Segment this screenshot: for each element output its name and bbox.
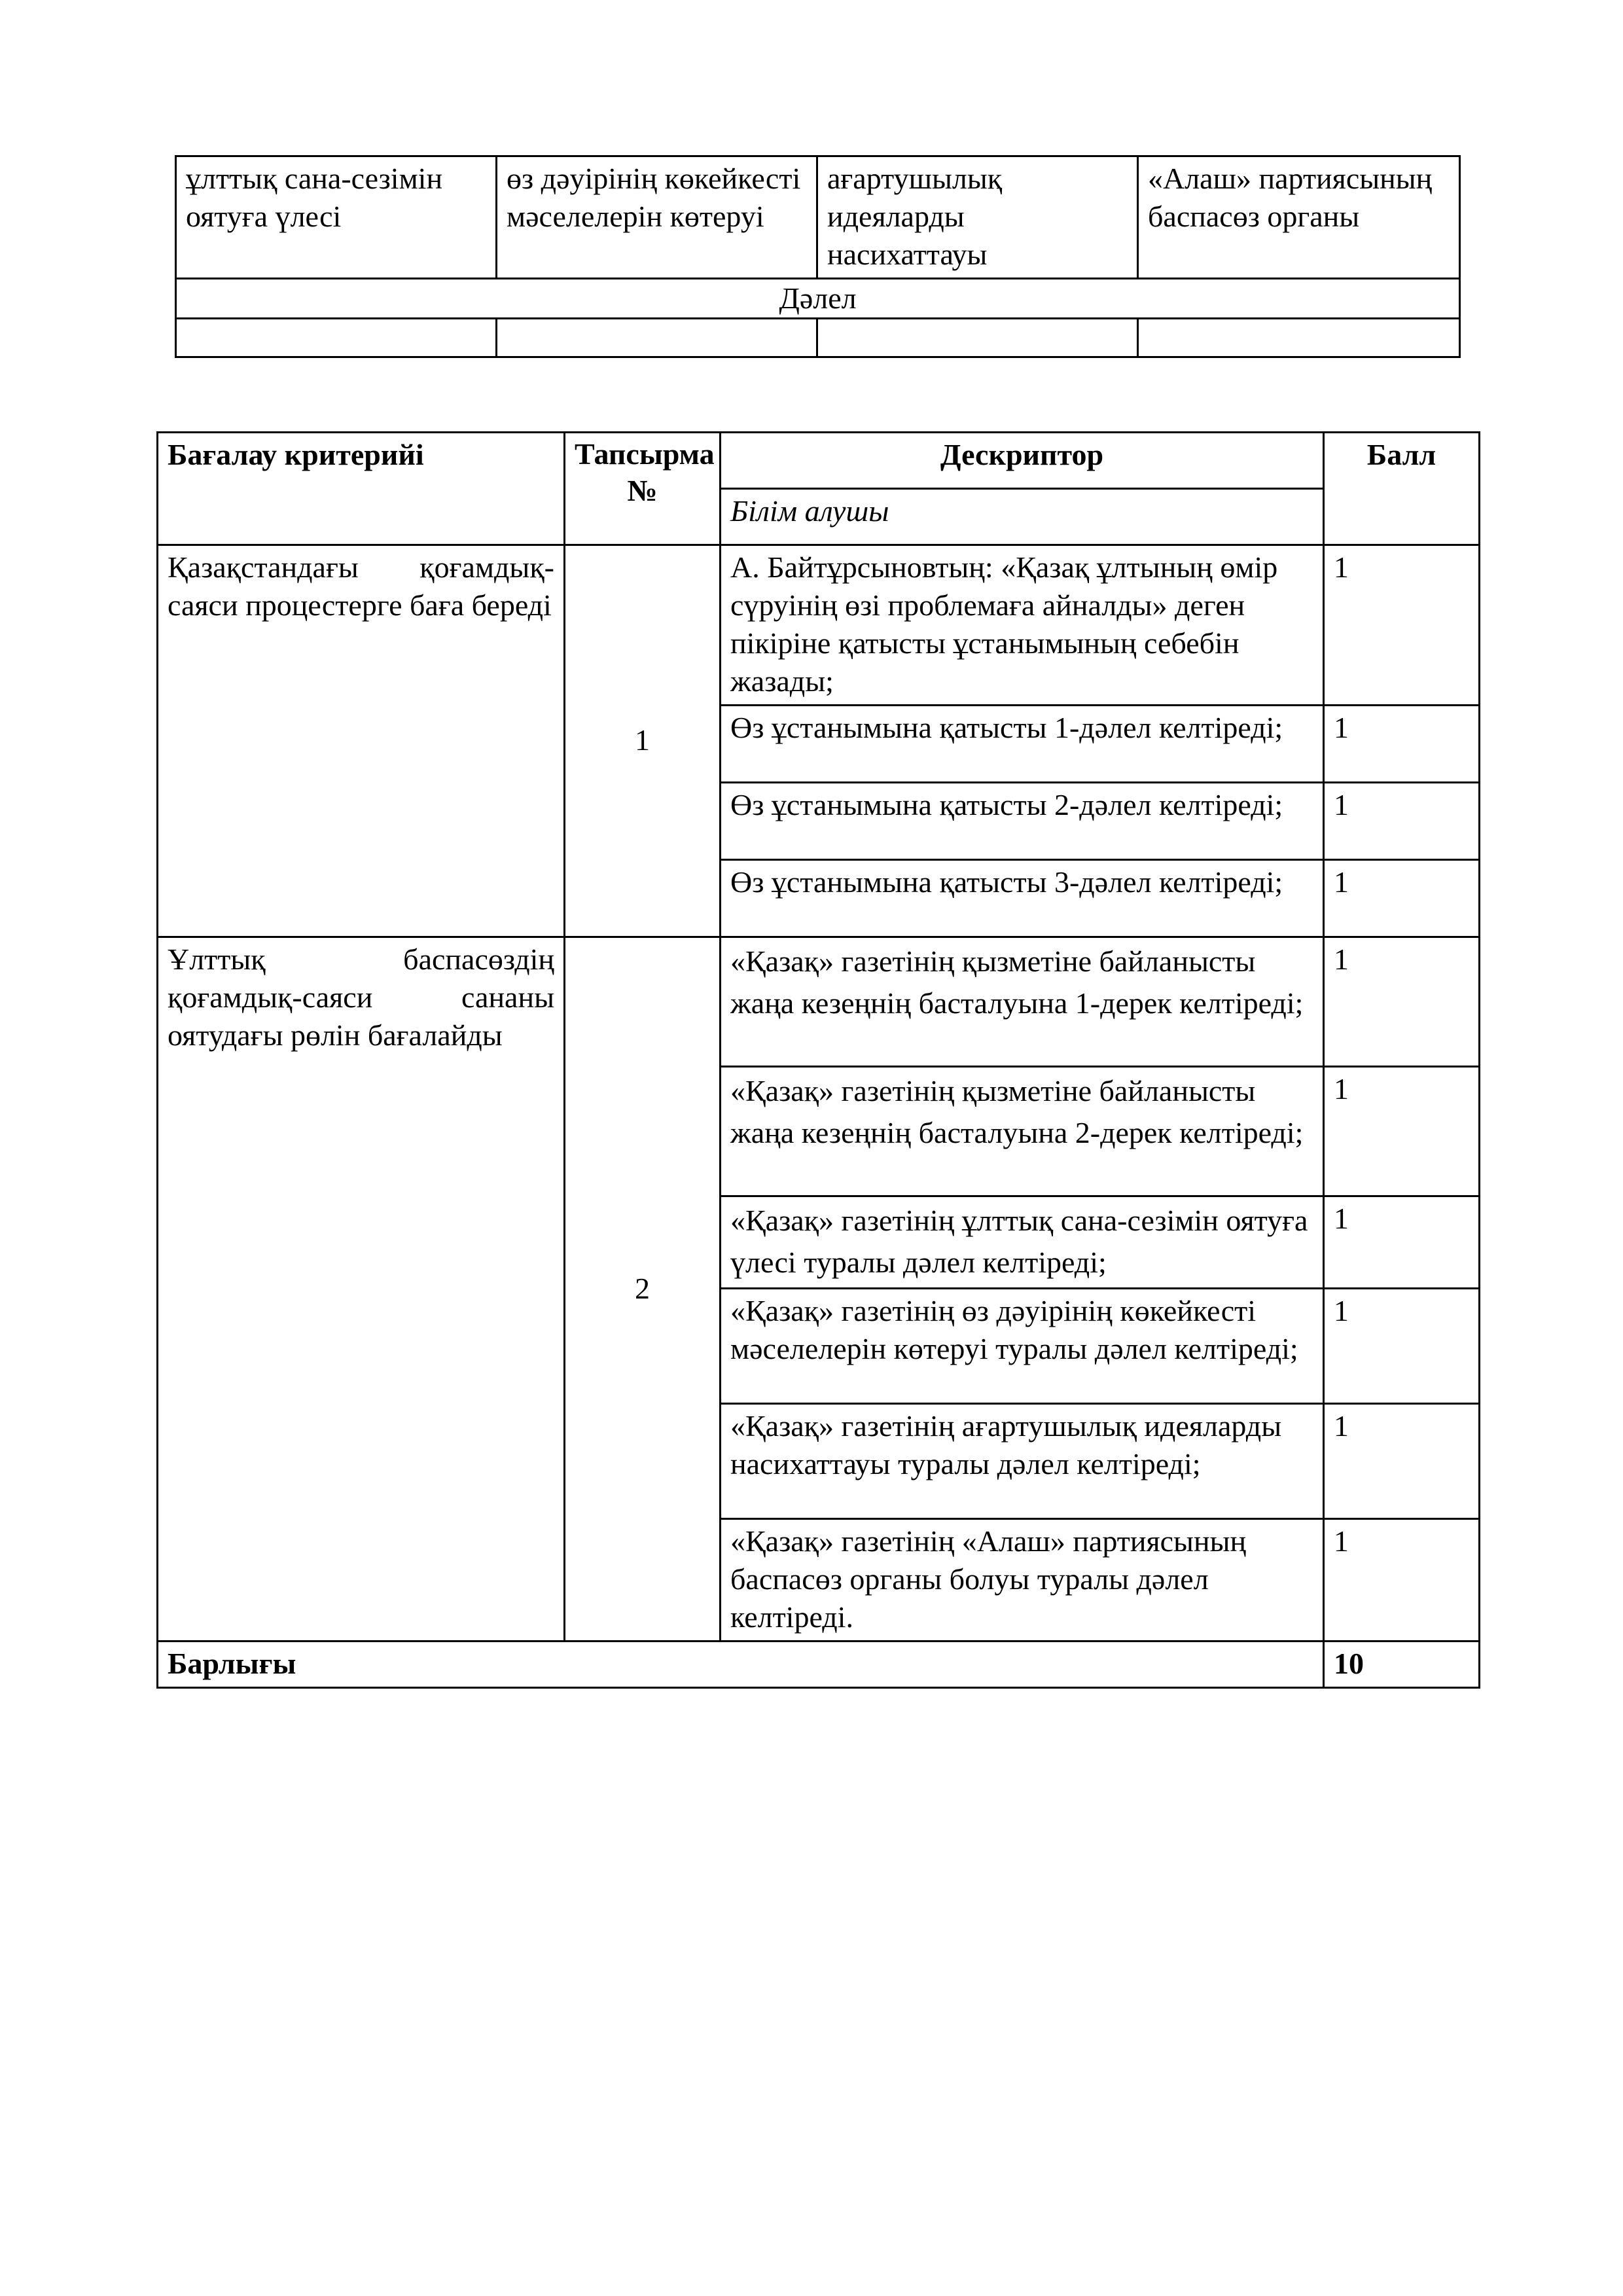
descriptor-row <box>158 545 1480 706</box>
score-cell: 1 <box>1324 706 1480 783</box>
dalel-row <box>176 279 1460 319</box>
criterion-cell: Ұлттық баспасөздің қоғамдық-саяси сананы оятудағы рөлін бағалайды <box>158 937 565 1641</box>
topic-row <box>176 156 1460 279</box>
dalel-label: Дәлел <box>176 279 1460 319</box>
descriptor-cell: А. Байтұрсыновтың: «Қазақ ұлтының өмір сүруінің өзі проблемаға айналды» деген пікіріне қатысты ұстанымының себебін жазады; <box>721 545 1324 706</box>
assessment-table <box>156 431 1480 1689</box>
answer-cell <box>817 319 1138 357</box>
descriptor-cell: «Қазақ» газетінің ағартушылық идеяларды насихаттауы туралы дәлел келтіреді; <box>721 1404 1324 1519</box>
total-row <box>158 1641 1480 1688</box>
score-cell: 1 <box>1324 1196 1480 1289</box>
score-cell: 1 <box>1324 1519 1480 1641</box>
score-cell: 1 <box>1324 1289 1480 1404</box>
student-subheader: Білім алушы <box>721 489 1324 545</box>
descriptor-header: Дескриптор <box>721 433 1324 489</box>
total-score: 10 <box>1324 1641 1480 1688</box>
header-row <box>158 433 1480 489</box>
task-number: 1 <box>565 545 721 937</box>
score-cell: 1 <box>1324 1067 1480 1196</box>
task-number: 2 <box>565 937 721 1641</box>
score-cell: 1 <box>1324 937 1480 1067</box>
task-header: Тапсырма № <box>565 433 721 545</box>
descriptor-cell: Өз ұстанымына қатысты 1-дәлел келтіреді; <box>721 706 1324 783</box>
score-cell: 1 <box>1324 860 1480 937</box>
descriptor-cell: «Қазақ» газетінің қызметіне байланысты жаңа кезеңнің басталуына 2-дерек келтіреді; <box>721 1067 1324 1196</box>
criterion-header: Бағалау критерийі <box>158 433 565 545</box>
descriptor-cell: «Қазақ» газетінің ұлттық сана-сезімін оятуға үлесі туралы дәлел келтіреді; <box>721 1196 1324 1289</box>
topic-cell: өз дәуірінің көкейкесті мәселелерін көтеруі <box>497 156 817 279</box>
descriptor-cell: Өз ұстанымына қатысты 3-дәлел келтіреді; <box>721 860 1324 937</box>
score-cell: 1 <box>1324 545 1480 706</box>
answer-cell <box>497 319 817 357</box>
descriptor-cell: «Қазақ» газетінің «Алаш» партиясының баспасөз органы болуы туралы дәлел келтіреді. <box>721 1519 1324 1641</box>
answer-cell <box>1138 319 1460 357</box>
score-cell: 1 <box>1324 783 1480 860</box>
score-cell: 1 <box>1324 1404 1480 1519</box>
score-header: Балл <box>1324 433 1480 545</box>
total-label: Барлығы <box>158 1641 1324 1688</box>
descriptor-row <box>158 937 1480 1067</box>
descriptor-cell: «Қазақ» газетінің қызметіне байланысты жаңа кезеңнің басталуына 1-дерек келтіреді; <box>721 937 1324 1067</box>
topic-cell: ағартушылық идеяларды насихаттауы <box>817 156 1138 279</box>
empty-answer-row <box>176 319 1460 357</box>
topic-cell: ұлттық сана-сезімін оятуға үлесі <box>176 156 497 279</box>
argument-table <box>175 155 1461 358</box>
topic-cell: «Алаш» партиясының баспасөз органы <box>1138 156 1460 279</box>
descriptor-cell: Өз ұстанымына қатысты 2-дәлел келтіреді; <box>721 783 1324 860</box>
answer-cell <box>176 319 497 357</box>
criterion-cell: Қазақстандағы қоғамдық-саяси процестерге баға береді <box>158 545 565 937</box>
descriptor-cell: «Қазақ» газетінің өз дәуірінің көкейкесті мәселелерін көтеруі туралы дәлел келтіреді; <box>721 1289 1324 1404</box>
